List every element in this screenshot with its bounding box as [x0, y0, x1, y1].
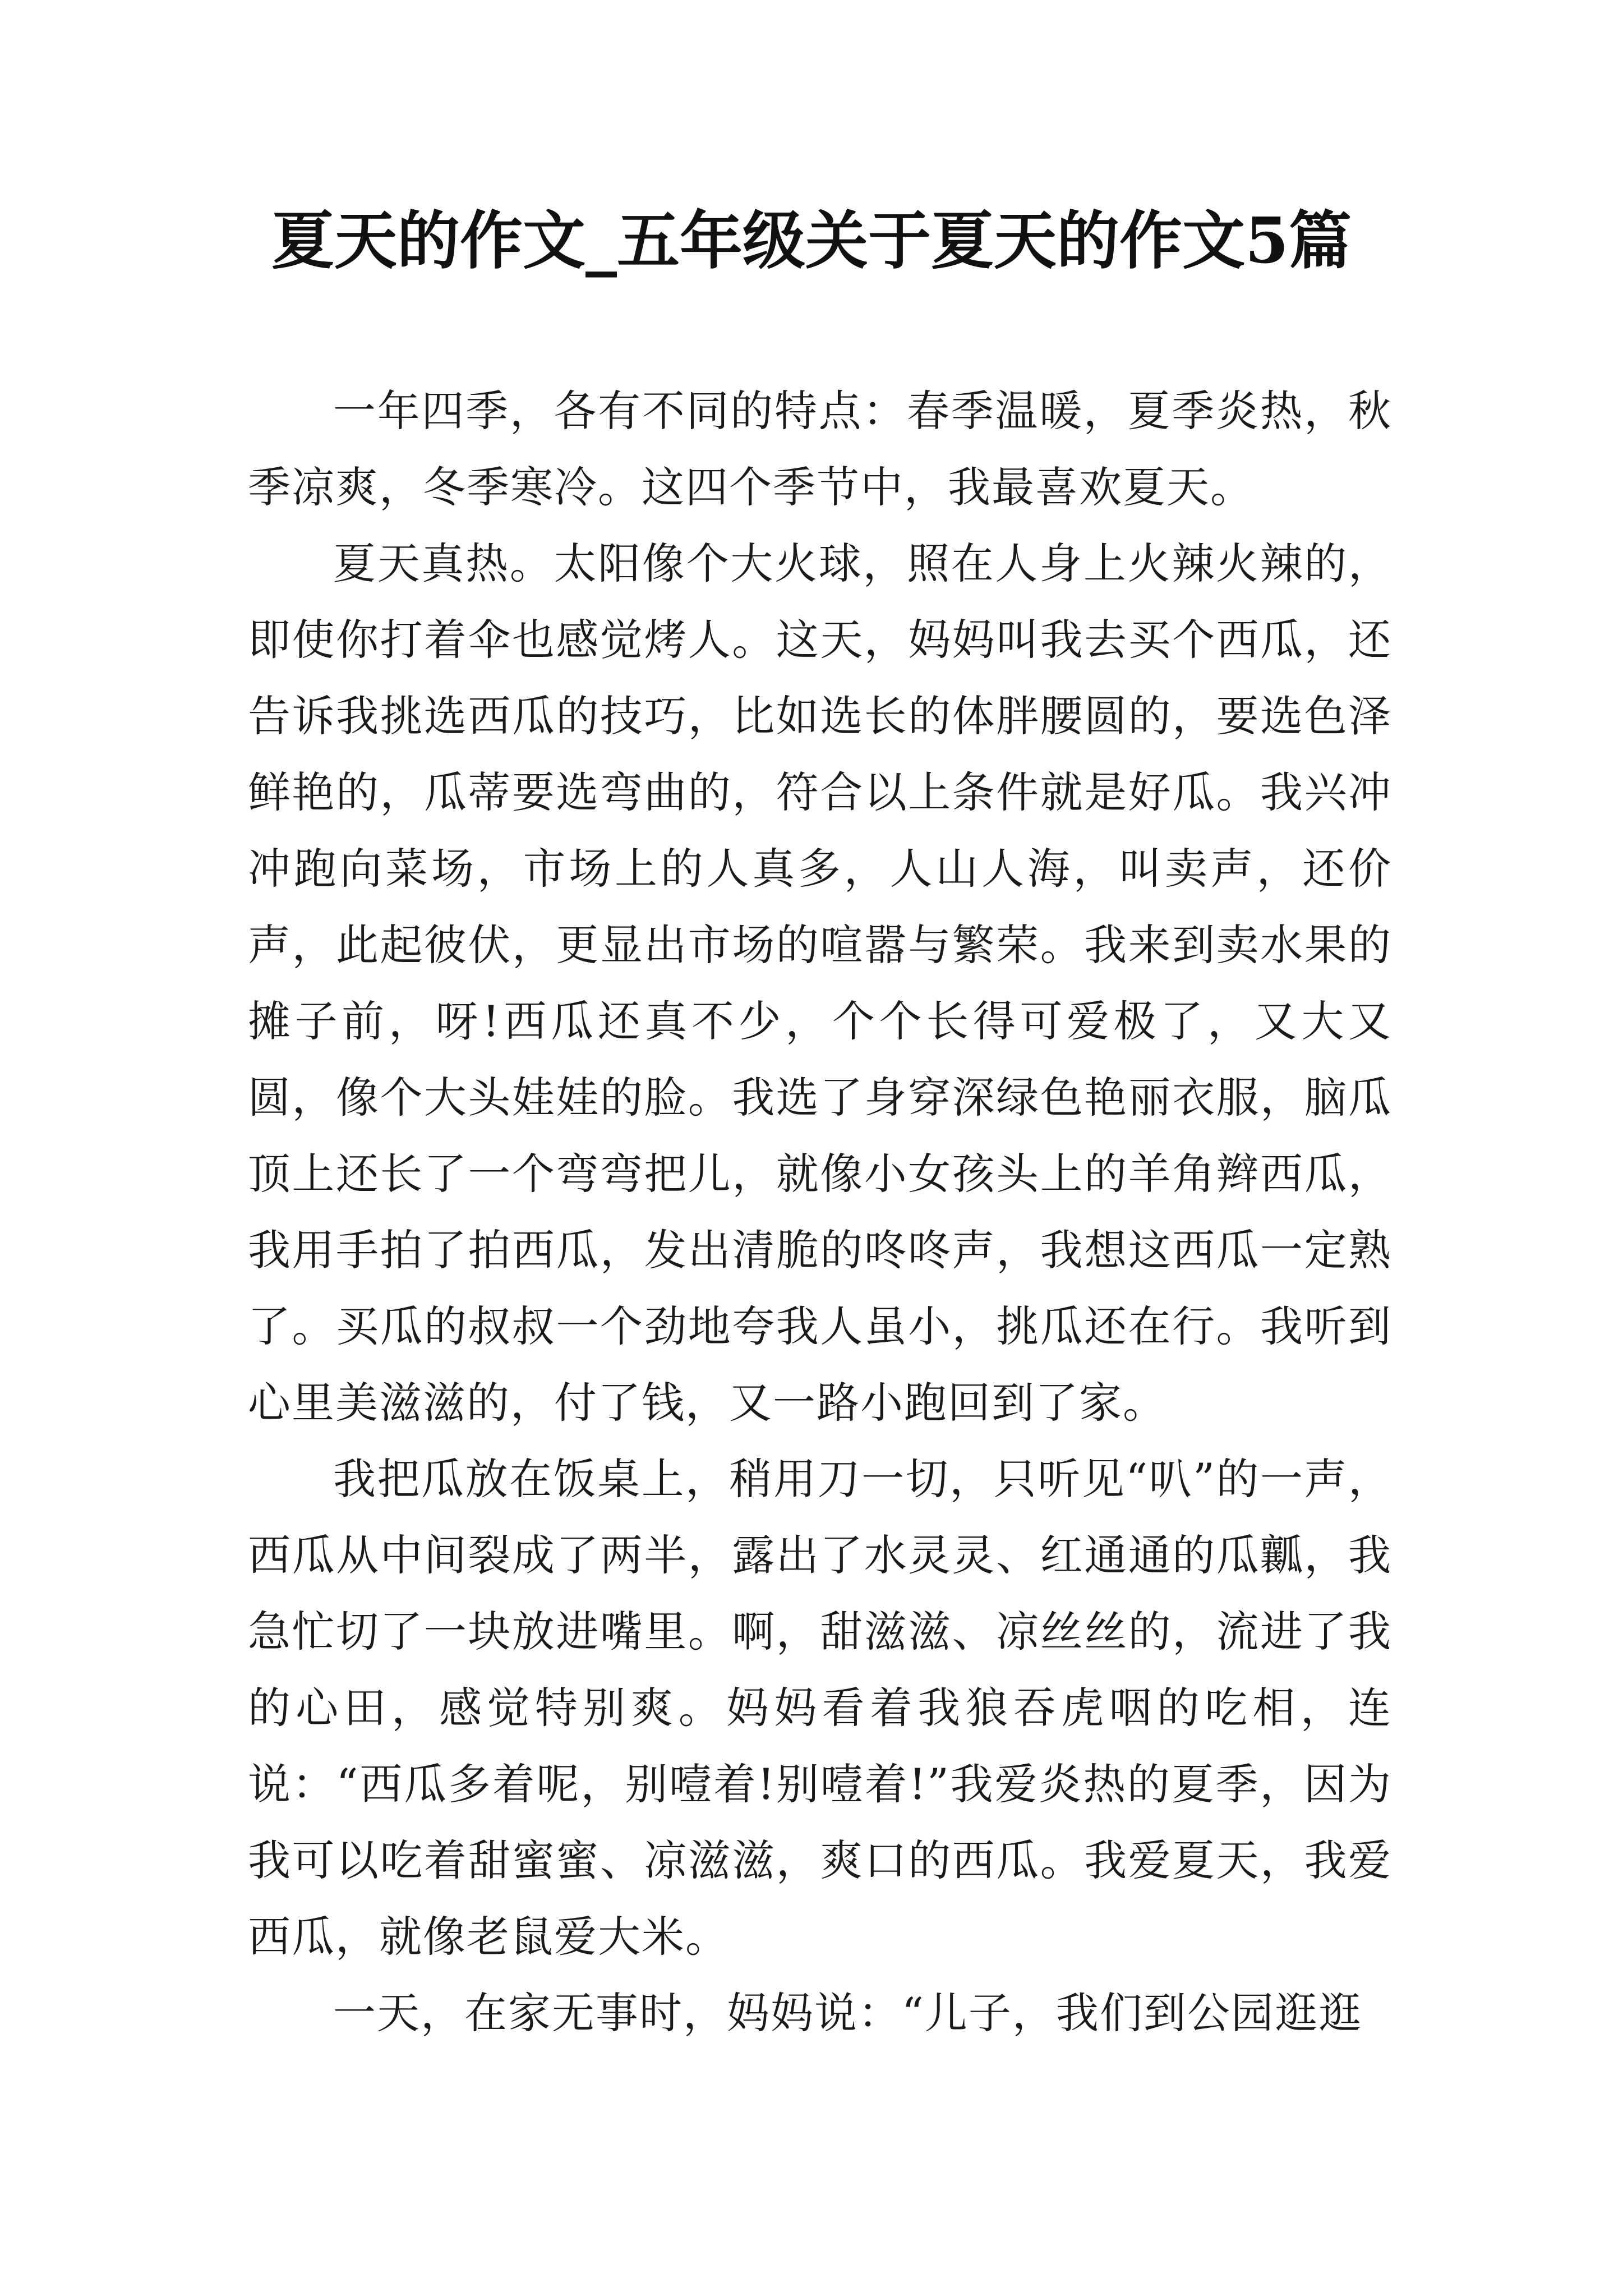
document-title: 夏天的作文_五年级关于夏天的作文5篇 — [271, 204, 1352, 278]
paragraph-2: 夏天真热。太阳像个大火球，照在人身上火辣火辣的，即使你打着伞也感觉烤人。这天，妈妈叫我去买个西瓜，还告诉我挑选西瓜的技巧，比如选长的体胖腰圆的，要选色泽鲜艳的，瓜蒂要选弯曲的，符合以上条件就是好瓜。我兴冲冲跑向菜场，市场上的人真多，人山人海，叫卖声，还价声，此起彼伏，更显出市场的喧嚣与繁荣。我来到卖水果的摊子前，呀!西瓜还真不少，个个长得可爱极了，又大又圆，像个大头娃娃的脸。我选了身穿深绿色艳丽衣服，脑瓜顶上还长了一个弯弯把儿，就像小女孩头上的羊角辫西瓜，我用手拍了拍西瓜，发出清脆的咚咚声，我想这西瓜一定熟了。买瓜的叔叔一个劲地夸我人虽小，挑瓜还在行。我听到心里美滋滋的，付了钱，又一路小跑回到了家。 — [248, 539, 1392, 1428]
paragraph-3: 我把瓜放在饭桌上，稍用刀一切，只听见“叭”的一声，西瓜从中间裂成了两半，露出了水灵灵、红通通的瓜瓤，我急忙切了一块放进嘴里。啊，甜滋滋、凉丝丝的，流进了我的心田，感觉特别爽。妈妈看着我狼吞虎咽的吃相，连说：“西瓜多着呢，别噎着!别噎着!”我爱炎热的夏季，因为我可以吃着甜蜜蜜、凉滋滋，爽口的西瓜。我爱夏天，我爱西瓜，就像老鼠爱大米。 — [248, 1454, 1392, 1962]
paragraph-4: 一天，在家无事时，妈妈说：“儿子，我们到公园逛逛 — [333, 1988, 1362, 2038]
paragraph-1: 一年四季，各有不同的特点：春季温暖，夏季炎热，秋季凉爽，冬季寒冷。这四个季节中，我最喜欢夏天。 — [248, 386, 1392, 512]
document-body — [248, 373, 1392, 2051]
